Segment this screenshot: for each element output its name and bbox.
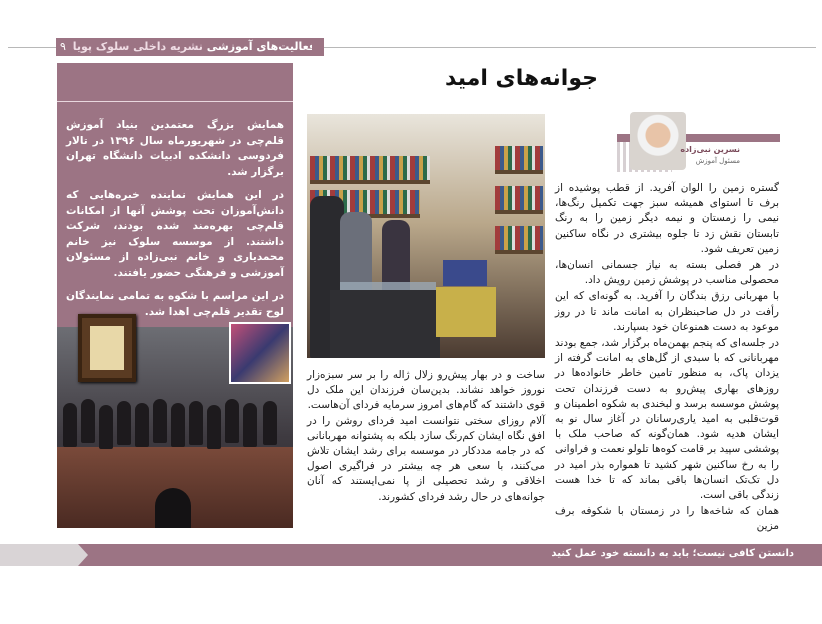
shelf [310, 180, 430, 184]
person-figure [153, 399, 167, 443]
author-name: نسرین نبی‌زاده [680, 145, 740, 154]
article-paragraph: آلام روزای سختی نتوانست امید فردای روشن را در افق نگاه ایشان کم‌رنگ سازد بلکه به پشتوانه مهربانانی که در جامه مددکار در موسسه برای رشد ایشان تلاش می‌کنند، با سعی هر چه بیشتر در فراگیری اصول اخلاقی و رشد تحصیلی از پا نمی‌ایستند که آنان جوانه‌های در حال رشد فردای کشورند. [307, 414, 545, 503]
sidebar-paragraph: در این مراسم با شکوه به تمامی نمایندگان لوح تقدیر قلم‌چی اهدا شد. [66, 290, 284, 318]
sidebar-divider [57, 101, 293, 102]
author-role: مسئول آموزش [695, 157, 740, 165]
person-figure [135, 403, 149, 447]
page-number: ۹ [56, 38, 70, 56]
person-figure [171, 403, 185, 447]
sidebar-body [66, 118, 284, 328]
person-figure [207, 405, 221, 449]
books-row [495, 186, 543, 210]
header-tag [67, 38, 324, 56]
sidebar-paragraph: همایش بزرگ معتمدین بنیاد آموزش قلم‌چی در شهریورماه سال ۱۳۹۶ در تالار فردوسی دانشکده ادبیات دانشگاه تهران برگزار شد. [66, 119, 284, 178]
article-column-center [307, 368, 545, 505]
article-paragraph: با مهربانی رزق بندگان را آفرید. به گونه‌ای که این رأفت در دل صاحبنظران به امانت ماند تا در روز موعود به دست همنوعان خود بسپارند. [555, 290, 779, 333]
award-plaque-image [78, 314, 136, 382]
display-counter [330, 290, 440, 358]
person-figure [63, 403, 77, 447]
books-row [495, 226, 543, 250]
inset-event-photo [229, 322, 291, 384]
footer-quote: دانستن کافی نیست؛ باید به دانسته خود عمل کنید [551, 548, 794, 559]
publication-label: نشریه داخلی سلوک پویا [72, 40, 203, 53]
section-label: فعالیت‌های آموزشی [206, 40, 316, 53]
article-paragraph: گستره زمین را الوان آفرید. از قطب پوشیده از برف تا استوای همیشه سبز جهت تکمیل رنگ‌ها، نیمی را زمستان و نیمه دیگر زمین را به رنگ تابستان نقش زد تا جلوه بیشتری در نگاه ساکنین زمین تعریف شود. [555, 182, 779, 255]
person-figure [189, 401, 203, 445]
audience-head [155, 488, 191, 528]
footer-arrow-icon [78, 544, 88, 566]
books-row [495, 146, 543, 170]
person-figure [81, 399, 95, 443]
banana-box [436, 287, 496, 337]
sidebar-paragraph: در این همایش نماینده خبره‌هایی که دانش‌آموزان تحت پوشش آنها از امکانات قلم‌چی بهره‌مند شده بودند، شرکت داشتند. از موسسه سلوک نیز خانم محمدیاری و خانم نبی‌زاده از مسئولان آموزشی و فرهنگی حضور یافتند. [66, 189, 284, 279]
article-paragraph: همان که شاخه‌ها را در زمستان با شکوفه برف مزین [555, 505, 779, 533]
article-paragraph: در جلسه‌ای که پنجم بهمن‌ماه برگزار شد، جمع بودند مهربانانی که با سبدی از گل‌های به امانت گرفته از یزدان پاک، به منظور تامین خاطر خانواده‌ها در روزهای بهاری پیش‌رو به دست فرزندان تحت پوشش موسسه برسد و لبخندی به شکوه اطمینان و قوت‌قلبی به امید یاری‌رسانان در آغاز سال نو به ایشان هدیه شود. همان‌گونه که صاحب ملک با پوششی سپید بر قامت کوه‌ها تلولو نعمت و فراوانی را به رخ ساکنین شهر کشید تا همواره بذر امید در دل تک‌تک انسان‌ها باقی بماند که تا خدا هست زندگی باقی است. [555, 337, 779, 502]
shelf [495, 250, 543, 254]
author-portrait [630, 112, 686, 170]
sidebar-title: دستاوردهایمان با قلم‌چی [589, 12, 812, 33]
article-paragraph: ساخت و در بهار پیش‌رو زلال ژاله را بر سر سبزه‌زار نوروز خواهد نشاند. بدین‌سان فرزندان این ملک دل قوی داشتند که گام‌های امروز سرمایه فردای آن‌هاست. [307, 369, 545, 412]
article-paragraph: در هر فصلی بسته به نیاز جسمانی انسان‌ها، محصولی مناسب در پوشش زمین رویش داد. [555, 259, 779, 287]
header-arrow-icon [312, 38, 320, 56]
shelf [495, 210, 543, 214]
book-box [443, 260, 487, 286]
person-figure [225, 399, 239, 443]
person-figure [117, 401, 131, 445]
shelf [495, 170, 543, 174]
plaque-paper [90, 326, 124, 370]
footer-tab [0, 544, 78, 566]
person-figure [243, 403, 257, 447]
person-figure [99, 405, 113, 449]
person-figure [263, 401, 277, 445]
article-title: جوانه‌های امید [445, 66, 598, 91]
books-row [310, 156, 430, 180]
article-column-right [555, 181, 779, 536]
